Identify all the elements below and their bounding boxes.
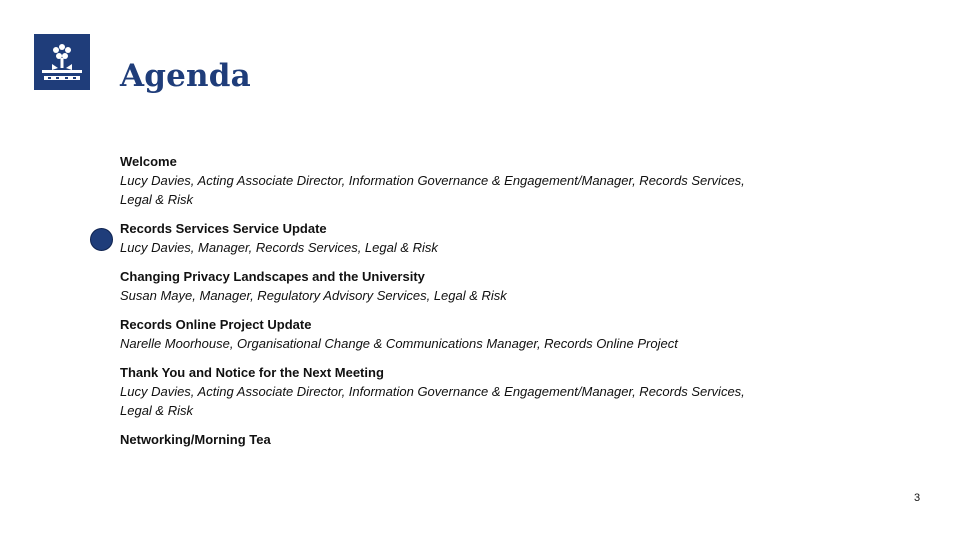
agenda-item-presenter: Susan Maye, Manager, Regulatory Advisory Services, Legal & Risk	[120, 288, 507, 303]
agenda-item-presenter: Narelle Moorhouse, Organisational Change & Communications Manager, Records Online Project	[120, 336, 678, 351]
university-crest-icon	[34, 34, 90, 90]
agenda-item	[120, 219, 780, 257]
agenda-item-presenter: Lucy Davies, Manager, Records Services, Legal & Risk	[120, 240, 438, 255]
agenda-item	[120, 363, 780, 420]
slide-title: Agenda	[120, 58, 251, 94]
agenda-item-presenter: Lucy Davies, Acting Associate Director, Information Governance & Engagement/Manager, Records Services, Legal & Risk	[120, 384, 745, 418]
university-crest-logo	[34, 34, 90, 90]
agenda-item-title: Records Services Service Update	[120, 221, 327, 236]
agenda-item	[120, 430, 780, 449]
agenda-item-title: Networking/Morning Tea	[120, 432, 271, 447]
agenda-list	[120, 152, 780, 459]
agenda-item-title: Welcome	[120, 154, 177, 169]
agenda-item-presenter: Lucy Davies, Acting Associate Director, Information Governance & Engagement/Manager, Records Services, Legal & Risk	[120, 173, 745, 207]
agenda-item-title: Changing Privacy Landscapes and the University	[120, 269, 425, 284]
agenda-item	[120, 315, 780, 353]
agenda-item-title: Records Online Project Update	[120, 317, 312, 332]
agenda-item	[120, 267, 780, 305]
agenda-item-title: Thank You and Notice for the Next Meeting	[120, 365, 384, 380]
page-number: 3	[914, 492, 921, 504]
bullet-circle-icon	[90, 228, 113, 251]
agenda-item	[120, 152, 780, 209]
